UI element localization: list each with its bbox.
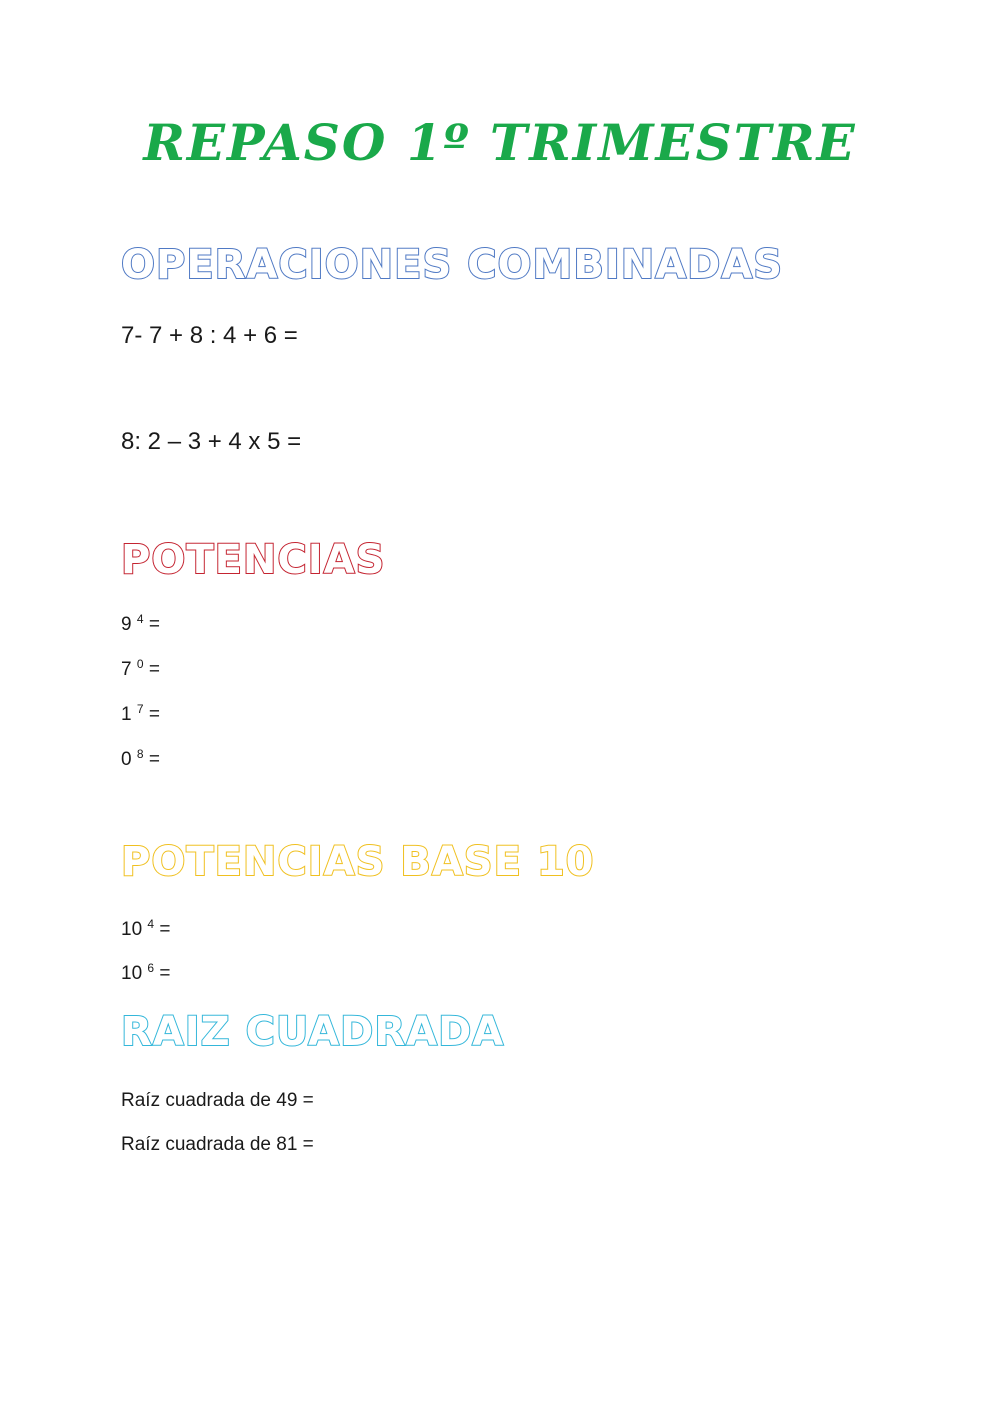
section-heading-raiz-cuadrada: RAIZ CUADRADA bbox=[121, 1009, 505, 1055]
section-heading-potencias-base-10: POTENCIAS BASE 10 bbox=[121, 839, 595, 885]
exercise-potencia-3 bbox=[121, 702, 160, 725]
power-exponent: 7 bbox=[136, 702, 144, 716]
power-base: 7 bbox=[121, 659, 132, 680]
power-exponent: 8 bbox=[136, 747, 144, 761]
equals-sign: = bbox=[148, 659, 160, 680]
page-title: REPASO 1º TRIMESTRE bbox=[143, 113, 857, 172]
section-heading-operaciones: OPERACIONES COMBINADAS bbox=[121, 242, 784, 288]
exercise-potencia-1 bbox=[121, 612, 160, 635]
equals-sign: = bbox=[159, 963, 171, 984]
exercise-potencia-2 bbox=[121, 657, 160, 680]
power-base: 9 bbox=[121, 614, 132, 635]
exercise-raiz-1: Raíz cuadrada de 49 = bbox=[121, 1090, 314, 1111]
power-base: 1 bbox=[121, 704, 132, 725]
exercise-potencia-4 bbox=[121, 747, 160, 770]
power-base: 0 bbox=[121, 749, 132, 770]
power-exponent: 6 bbox=[147, 961, 155, 975]
exercise-potencia-base10-2 bbox=[121, 961, 171, 984]
equals-sign: = bbox=[148, 614, 160, 635]
equals-sign: = bbox=[159, 919, 171, 940]
section-heading-potencias: POTENCIAS bbox=[121, 537, 386, 583]
exercise-potencia-base10-1 bbox=[121, 917, 171, 940]
power-exponent: 4 bbox=[136, 612, 144, 626]
power-exponent: 4 bbox=[147, 917, 155, 931]
exercise-operacion-2: 8: 2 – 3 + 4 x 5 = bbox=[121, 428, 302, 455]
equals-sign: = bbox=[148, 749, 160, 770]
equals-sign: = bbox=[148, 704, 160, 725]
exercise-operacion-1: 7- 7 + 8 : 4 + 6 = bbox=[121, 322, 298, 349]
exercise-raiz-2: Raíz cuadrada de 81 = bbox=[121, 1134, 314, 1155]
power-exponent: 0 bbox=[136, 657, 144, 671]
power-base: 10 bbox=[121, 919, 143, 940]
power-base: 10 bbox=[121, 963, 143, 984]
